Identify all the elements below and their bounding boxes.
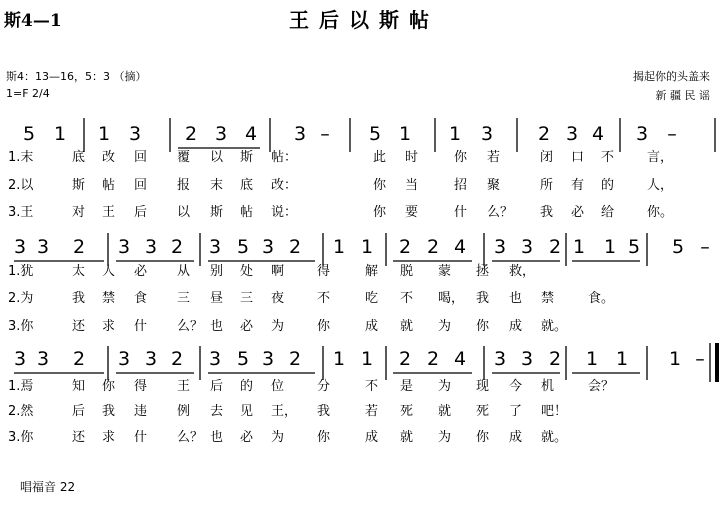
lyric-syllable: 后 [134, 205, 148, 220]
note: 3 [208, 348, 222, 370]
lyric-syllable: 不 [317, 291, 331, 306]
lyric-syllable: 从 [177, 264, 191, 279]
lyric-syllable: 也 [210, 430, 224, 445]
note: 4 [244, 123, 258, 145]
lyric-syllable: 禁 [541, 291, 555, 306]
note: – [320, 123, 330, 145]
lyric-syllable: 得 [134, 379, 148, 394]
lyric-syllable: 改： [271, 178, 298, 193]
lyric-syllable: 你。 [647, 205, 674, 220]
lyric-syllable: 别 [210, 264, 224, 279]
lyric-syllable: 我 [72, 291, 86, 306]
lyric-syllable: 太 [72, 264, 86, 279]
lyric-syllable: 现 [476, 379, 490, 394]
lyric-syllable: 斯 [72, 178, 86, 193]
lyric-syllable: 解 [365, 264, 379, 279]
lyric-syllable: 食。 [588, 291, 615, 306]
note: – [695, 348, 705, 370]
lyric-syllable: 斯 [210, 205, 224, 220]
note: 1 [332, 236, 346, 258]
note: 1 [603, 236, 617, 258]
hymnal-reference: 唱福音 22 [20, 480, 76, 494]
lyric-syllable: 底 [240, 178, 254, 193]
note: 1 [398, 123, 412, 145]
lyric-syllable: 救， [509, 264, 536, 279]
note: 3 [261, 236, 275, 258]
lyric-syllable: 也 [509, 291, 523, 306]
lyric-syllable: 你 [476, 319, 490, 334]
lyric-syllable: 你 [373, 205, 387, 220]
note: 1 [332, 348, 346, 370]
lyric-syllable: 成 [365, 319, 379, 334]
lyric-syllable: 求 [102, 430, 116, 445]
note: – [667, 123, 677, 145]
lyric-syllable: 招 [454, 178, 468, 193]
lyric-syllable: 禁 [102, 291, 116, 306]
lyric-syllable: 知 [72, 379, 86, 394]
lyric-syllable: 以 [210, 150, 224, 165]
lyric-syllable: 我 [540, 205, 554, 220]
lyric-syllable: 你 [476, 430, 490, 445]
note: 2 [170, 236, 184, 258]
note: 2 [398, 236, 412, 258]
lyric-syllable: 例 [177, 404, 191, 419]
note: 3 [208, 236, 222, 258]
note: 2 [288, 348, 302, 370]
lyric-syllable: 今 [509, 379, 523, 394]
lyric-syllable: 此 [373, 150, 387, 165]
lyric-syllable: 违 [134, 404, 148, 419]
lyric-syllable: 覆 [177, 150, 191, 165]
lyric-syllable: 成 [509, 430, 523, 445]
note: 2 [537, 123, 551, 145]
note: 3 [13, 348, 27, 370]
note: 1 [585, 348, 599, 370]
score-code: 斯4—1 [4, 11, 62, 31]
lyric-syllable: 帖： [271, 150, 298, 165]
lyric-syllable: 就。 [541, 430, 568, 445]
note: 2 [288, 236, 302, 258]
lyric-syllable: 必 [571, 205, 585, 220]
lyric-syllable: 时 [405, 150, 419, 165]
lyric-syllable: 要 [405, 205, 419, 220]
lyric-syllable: 成 [509, 319, 523, 334]
lyric-syllable: 分 [317, 379, 331, 394]
lyric-syllable: 闭 [540, 150, 554, 165]
lyric-syllable: 我 [102, 404, 116, 419]
lyric-syllable: 必 [240, 319, 254, 334]
lyric-syllable: 的 [240, 379, 254, 394]
note: 2 [426, 348, 440, 370]
lyric-syllable: 王 [102, 205, 116, 220]
note: 1 [668, 348, 682, 370]
note: 1 [97, 123, 111, 145]
lyric-syllable: 1.末 [8, 150, 34, 165]
lyric-syllable: 脱 [400, 264, 414, 279]
note: 5 [236, 348, 250, 370]
lyric-syllable: 帖 [240, 205, 254, 220]
note: 5 [236, 236, 250, 258]
note: 1 [572, 236, 586, 258]
lyric-syllable: 1.焉 [8, 379, 34, 394]
lyric-syllable: 拯 [476, 264, 490, 279]
lyric-syllable: 给 [601, 205, 615, 220]
lyric-syllable: 你 [373, 178, 387, 193]
lyric-syllable: 你 [454, 150, 468, 165]
lyric-syllable: 你 [102, 379, 116, 394]
note: 1 [615, 348, 629, 370]
lyric-syllable: 王 [177, 379, 191, 394]
lyric-syllable: 么？ [177, 430, 204, 445]
lyric-syllable: 夜 [271, 291, 285, 306]
lyric-syllable: 喝， [438, 291, 465, 306]
note: 2 [72, 348, 86, 370]
note: 4 [453, 348, 467, 370]
lyric-syllable: 了 [509, 404, 523, 419]
lyric-syllable: 为 [271, 319, 285, 334]
lyric-syllable: 处 [240, 264, 254, 279]
note: 2 [170, 348, 184, 370]
lyric-syllable: 后 [210, 379, 224, 394]
lyric-syllable: 为 [438, 319, 452, 334]
lyric-syllable: 以 [177, 205, 191, 220]
lyric-syllable: 2.然 [8, 404, 34, 419]
lyric-syllable: 口 [571, 150, 585, 165]
lyric-syllable: 说： [271, 205, 298, 220]
lyric-syllable: 回 [134, 178, 148, 193]
note: 2 [548, 236, 562, 258]
lyric-syllable: 吧！ [541, 404, 568, 419]
lyric-syllable: 你 [317, 319, 331, 334]
note: 3 [36, 236, 50, 258]
key-signature: 1=F 2/4 [6, 87, 50, 100]
lyric-syllable: 你 [317, 430, 331, 445]
lyric-syllable: 若 [365, 404, 379, 419]
note: 3 [117, 236, 131, 258]
note: 3 [117, 348, 131, 370]
lyric-syllable: 所 [540, 178, 554, 193]
note: 3 [144, 236, 158, 258]
lyric-syllable: 王， [271, 404, 298, 419]
note: 4 [591, 123, 605, 145]
lyric-syllable: 聚 [487, 178, 501, 193]
note: 2 [72, 236, 86, 258]
lyric-syllable: 啊 [271, 264, 285, 279]
lyric-syllable: 后 [72, 404, 86, 419]
lyric-syllable: 三 [177, 291, 191, 306]
note: 1 [448, 123, 462, 145]
lyric-syllable: 求 [102, 319, 116, 334]
note: 1 [53, 123, 67, 145]
lyric-syllable: 2.为 [8, 291, 34, 306]
lyric-syllable: 我 [317, 404, 331, 419]
lyric-syllable: 是 [400, 379, 414, 394]
note: 3 [13, 236, 27, 258]
note: 3 [565, 123, 579, 145]
lyric-syllable: 底 [72, 150, 86, 165]
lyric-syllable: 若 [487, 150, 501, 165]
lyric-syllable: 食 [134, 291, 148, 306]
lyric-syllable: 2.以 [8, 178, 34, 193]
lyric-syllable: 必 [134, 264, 148, 279]
lyric-syllable: 不 [400, 291, 414, 306]
lyric-syllable: 3.你 [8, 430, 34, 445]
lyric-syllable: 对 [72, 205, 86, 220]
lyric-syllable: 吃 [365, 291, 379, 306]
note: 2 [398, 348, 412, 370]
note: 1 [360, 236, 374, 258]
lyric-syllable: 也 [210, 319, 224, 334]
lyric-syllable: 得 [317, 264, 331, 279]
lyric-syllable: 改 [102, 150, 116, 165]
note: 2 [548, 348, 562, 370]
lyric-syllable: 就 [400, 430, 414, 445]
lyric-syllable: 去 [210, 404, 224, 419]
note: 3 [293, 123, 307, 145]
lyric-syllable: 斯 [240, 150, 254, 165]
lyric-syllable: 什 [454, 205, 468, 220]
tune-attribution: 新 疆 民 谣 [655, 89, 710, 102]
lyric-syllable: 么？ [177, 319, 204, 334]
lyric-syllable: 么？ [487, 205, 514, 220]
note: 3 [520, 236, 534, 258]
lyric-syllable: 见 [240, 404, 254, 419]
scripture-reference: 斯4：13—16，5：3 （摘） [6, 70, 147, 83]
lyric-syllable: 3.你 [8, 319, 34, 334]
note: 5 [671, 236, 685, 258]
lyric-syllable: 言， [647, 150, 674, 165]
lyric-syllable: 不 [365, 379, 379, 394]
note: 5 [368, 123, 382, 145]
note: 3 [261, 348, 275, 370]
note: 5 [627, 236, 641, 258]
note: 1 [360, 348, 374, 370]
note: 3 [493, 236, 507, 258]
lyric-syllable: 的 [601, 178, 615, 193]
note: 4 [453, 236, 467, 258]
note: 2 [426, 236, 440, 258]
note: 3 [480, 123, 494, 145]
lyric-syllable: 成 [365, 430, 379, 445]
lyric-syllable: 报 [177, 178, 191, 193]
lyric-syllable: 人， [647, 178, 674, 193]
final-bar-thick [715, 343, 719, 382]
lyric-syllable: 会？ [588, 379, 615, 394]
lyric-syllable: 什 [134, 319, 148, 334]
lyric-syllable: 就 [438, 404, 452, 419]
lyric-syllable: 为 [438, 430, 452, 445]
lyric-syllable: 末 [210, 178, 224, 193]
lyric-syllable: 昼 [210, 291, 224, 306]
lyric-syllable: 位 [271, 379, 285, 394]
lyric-syllable: 帖 [102, 178, 116, 193]
lyric-syllable: 人 [102, 264, 116, 279]
lyric-syllable: 为 [271, 430, 285, 445]
lyric-syllable: 还 [72, 430, 86, 445]
note: 2 [184, 123, 198, 145]
lyric-syllable: 死 [476, 404, 490, 419]
lyric-syllable: 为 [438, 379, 452, 394]
lyric-syllable: 有 [571, 178, 585, 193]
lyric-syllable: 什 [134, 430, 148, 445]
lyric-syllable: 3.王 [8, 205, 34, 220]
lyric-syllable: 1.犹 [8, 264, 34, 279]
lyric-syllable: 必 [240, 430, 254, 445]
lyric-syllable: 死 [400, 404, 414, 419]
lyric-syllable: 蒙 [438, 264, 452, 279]
tune-subtitle: 揭起你的头盖来 [633, 70, 710, 83]
lyric-syllable: 我 [476, 291, 490, 306]
note: 5 [22, 123, 36, 145]
note: 3 [214, 123, 228, 145]
lyric-syllable: 还 [72, 319, 86, 334]
lyric-syllable: 就。 [541, 319, 568, 334]
note: – [700, 236, 710, 258]
note: 3 [635, 123, 649, 145]
lyric-syllable: 不 [601, 150, 615, 165]
lyric-syllable: 就 [400, 319, 414, 334]
note: 3 [36, 348, 50, 370]
note: 3 [144, 348, 158, 370]
note: 3 [520, 348, 534, 370]
lyric-syllable: 机 [541, 379, 555, 394]
note: 3 [128, 123, 142, 145]
lyric-syllable: 回 [134, 150, 148, 165]
song-title: 王后以斯帖 [289, 8, 439, 32]
lyric-syllable: 三 [240, 291, 254, 306]
note: 3 [493, 348, 507, 370]
lyric-syllable: 当 [405, 178, 419, 193]
